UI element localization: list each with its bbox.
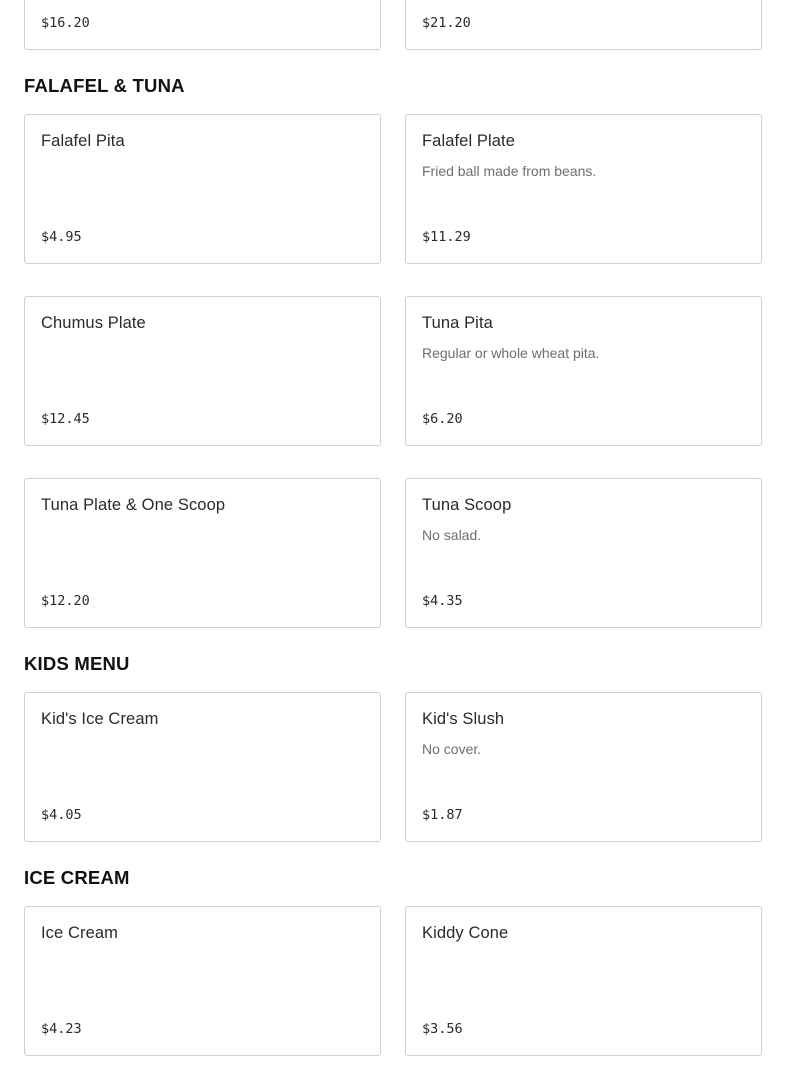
- item-price: $3.56: [422, 1021, 463, 1037]
- menu-item-kids-ice-cream[interactable]: [24, 692, 381, 842]
- item-name: Tuna Scoop: [422, 496, 512, 514]
- menu-item-falafel-pita[interactable]: [24, 114, 381, 264]
- menu-item-chumus-plate[interactable]: [24, 296, 381, 446]
- item-name: Kid's Ice Cream: [41, 710, 159, 728]
- item-price: $4.95: [41, 229, 82, 245]
- menu-item-tuna-plate-one-scoop[interactable]: [24, 478, 381, 628]
- item-description: No salad.: [422, 527, 482, 543]
- item-price: $12.20: [41, 593, 90, 609]
- menu-item-falafel-plate[interactable]: [405, 114, 762, 264]
- section-title-falafel-tuna: FALAFEL & TUNA: [24, 75, 185, 96]
- item-price: $4.23: [41, 1021, 82, 1037]
- item-description: Regular or whole wheat pita.: [422, 345, 600, 361]
- item-name: Chumus Plate: [41, 314, 146, 332]
- menu-item-tuna-scoop[interactable]: [405, 478, 762, 628]
- item-price: $6.20: [422, 411, 463, 427]
- item-name: Kiddy Cone: [422, 924, 509, 942]
- section-title-kids-menu: KIDS MENU: [24, 653, 130, 674]
- menu-item-card[interactable]: [24, 0, 381, 50]
- menu-item-ice-cream[interactable]: [24, 906, 381, 1056]
- item-description: No cover.: [422, 741, 482, 757]
- item-description: Fried ball made from beans.: [422, 163, 597, 179]
- item-price: $1.87: [422, 807, 463, 823]
- item-price: $4.05: [41, 807, 82, 823]
- item-price: $12.45: [41, 411, 90, 427]
- item-price: $11.29: [422, 229, 471, 245]
- item-name: Falafel Pita: [41, 132, 125, 150]
- menu-item-card[interactable]: [405, 0, 762, 50]
- menu-item-tuna-pita[interactable]: [405, 296, 762, 446]
- menu-item-kiddy-cone[interactable]: [405, 906, 762, 1056]
- item-price: $4.35: [422, 593, 463, 609]
- item-price: $16.20: [41, 15, 90, 31]
- section-title-ice-cream: ICE CREAM: [24, 867, 130, 888]
- item-name: Falafel Plate: [422, 132, 516, 150]
- item-name: Kid's Slush: [422, 710, 505, 728]
- item-name: Ice Cream: [41, 924, 119, 942]
- item-name: Tuna Plate & One Scoop: [41, 496, 226, 514]
- item-price: $21.20: [422, 15, 471, 31]
- item-name: Tuna Pita: [422, 314, 493, 332]
- menu-item-kids-slush[interactable]: [405, 692, 762, 842]
